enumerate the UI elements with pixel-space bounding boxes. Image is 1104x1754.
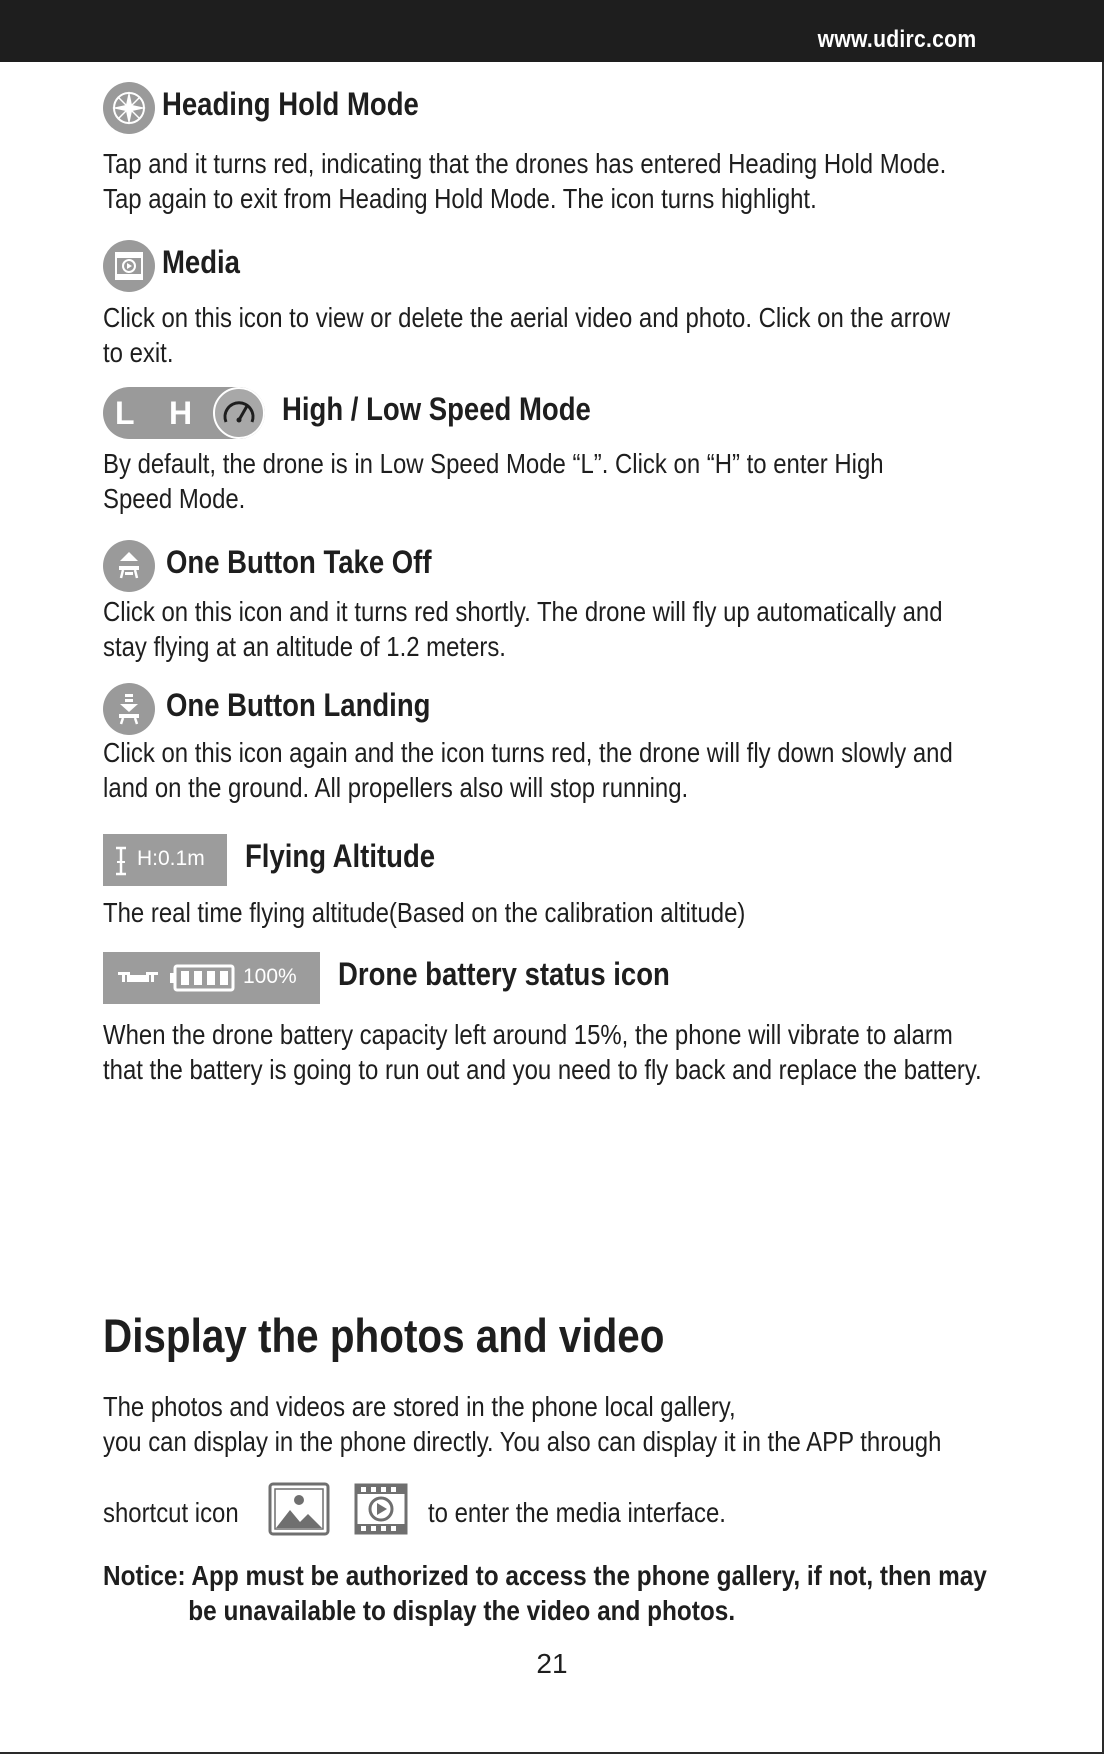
landing-description bbox=[103, 735, 953, 805]
takeoff-line-2: stay flying at an altitude of 1.2 meters. bbox=[103, 631, 506, 662]
speed-mode-title: High / Low Speed Mode bbox=[282, 391, 591, 427]
media-description bbox=[103, 300, 950, 370]
display-line-1: The photos and videos are stored in the phone local gallery, bbox=[103, 1391, 736, 1422]
landing-line-1: Click on this icon again and the icon turns red, the drone will fly down slowly and bbox=[103, 737, 953, 768]
battery-gauge-icon bbox=[169, 964, 235, 992]
takeoff-icon bbox=[103, 540, 155, 592]
page-number: 21 bbox=[536, 1648, 568, 1679]
media-line-2: to exit. bbox=[103, 337, 174, 368]
section-title: Display the photos and video bbox=[103, 1309, 665, 1362]
heading-hold-title: Heading Hold Mode bbox=[162, 86, 419, 122]
battery-line-1: When the drone battery capacity left around 15%, the phone will vibrate to alarm bbox=[103, 1019, 953, 1050]
speed-mode-line-1: By default, the drone is in Low Speed Mode “L”. Click on “H” to enter High bbox=[103, 448, 884, 479]
compass-icon bbox=[103, 82, 155, 134]
battery-description bbox=[103, 1017, 982, 1087]
notice-line-1: Notice: App must be authorized to access the phone gallery, if not, then may bbox=[103, 1560, 987, 1591]
speedometer-icon bbox=[213, 387, 265, 439]
battery-line-2: that the battery is going to run out and you need to fly back and replace the battery. bbox=[103, 1054, 982, 1085]
shortcut-suffix: to enter the media interface. bbox=[428, 1497, 726, 1528]
gallery-icon bbox=[268, 1482, 330, 1536]
high-speed-label: H bbox=[169, 395, 193, 431]
heading-hold-line-2: Tap again to exit from Heading Hold Mode. The icon turns highlight. bbox=[103, 183, 817, 214]
altitude-description bbox=[103, 895, 745, 930]
heading-hold-line-1: Tap and it turns red, indicating that the drones has entered Heading Hold Mode. bbox=[103, 148, 947, 179]
battery-percent: 100% bbox=[243, 965, 297, 988]
video-media-icon bbox=[353, 1482, 409, 1536]
notice bbox=[103, 1558, 987, 1628]
media-icon bbox=[103, 240, 155, 292]
header-bar bbox=[0, 0, 1104, 62]
media-title: Media bbox=[162, 244, 240, 280]
altitude-title: Flying Altitude bbox=[245, 838, 436, 874]
height-marker-icon bbox=[115, 846, 127, 876]
landing-line-2: land on the ground. All propellers also will stop running. bbox=[103, 772, 689, 803]
display-description bbox=[103, 1389, 941, 1459]
battery-cell bbox=[181, 971, 189, 985]
media-line-1: Click on this icon to view or delete the aerial video and photo. Click on the arrow bbox=[103, 302, 951, 333]
landing-icon bbox=[103, 683, 155, 735]
battery-cell bbox=[220, 971, 228, 985]
altitude-icon bbox=[103, 834, 227, 886]
takeoff-description bbox=[103, 594, 943, 664]
battery-cell bbox=[194, 971, 202, 985]
shortcut-prefix: shortcut icon bbox=[103, 1497, 239, 1528]
speed-toggle-icon bbox=[103, 387, 265, 439]
speed-mode-description bbox=[103, 446, 884, 516]
takeoff-line-1: Click on this icon and it turns red shortly. The drone will fly up automatically and bbox=[103, 596, 943, 627]
speed-mode-line-2: Speed Mode. bbox=[103, 483, 246, 514]
battery-icon bbox=[103, 952, 320, 1004]
drone-icon bbox=[117, 968, 159, 988]
battery-title: Drone battery status icon bbox=[338, 956, 670, 992]
altitude-line-1: The real time flying altitude(Based on the calibration altitude) bbox=[103, 897, 746, 928]
battery-cell bbox=[207, 971, 215, 985]
notice-line-2: be unavailable to display the video and photos. bbox=[188, 1595, 736, 1626]
takeoff-title: One Button Take Off bbox=[166, 544, 432, 580]
altitude-readout: H:0.1m bbox=[137, 847, 205, 870]
low-speed-label: L bbox=[115, 395, 135, 431]
landing-title: One Button Landing bbox=[166, 687, 431, 723]
site-url: www.udirc.com bbox=[817, 26, 976, 53]
heading-hold-description bbox=[103, 146, 946, 216]
display-line-2: you can display in the phone directly. You also can display it in the APP through bbox=[103, 1426, 942, 1457]
